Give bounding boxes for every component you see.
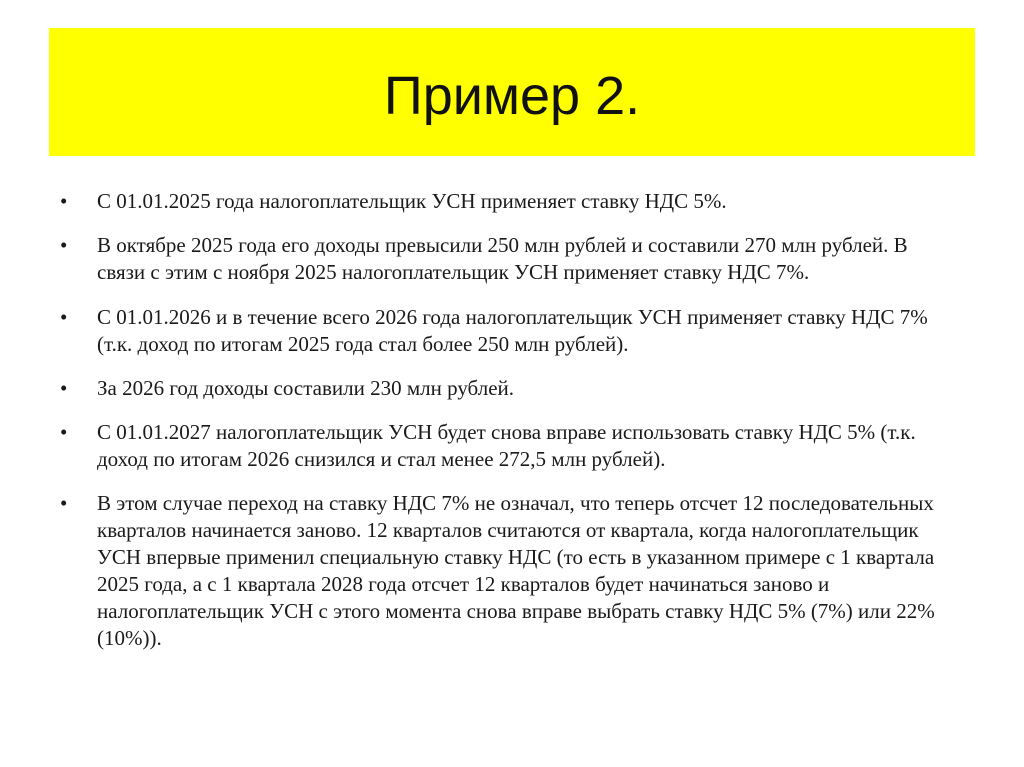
slide-title: Пример 2. [383,66,641,126]
bullet-icon: • [60,189,68,213]
bullet-icon: • [60,376,68,400]
bullet-list [60,188,950,669]
bullet-icon: • [60,491,68,515]
bullet-item [60,304,950,358]
bullet-icon: • [60,420,68,444]
bullet-item [60,419,950,473]
bullet-item [60,490,950,652]
bullet-text: В этом случае переход на ставку НДС 7% не означал, что теперь отсчет 12 последовательных кварталов начинается заново. 12 кварталов считаются от квартала, когда налогоплательщик УСН впервые применил специальную ставку НДС (то есть в указанном примере с 1 квартала 2025 года, а с 1 квартала 2028 года отсчет 12 кварталов будет начинаться заново и налогоплательщик УСН с этого момента снова вправе выбрать ставку НДС 5% (7%) или 22% (10%)). [97,491,935,650]
bullet-item [60,232,950,286]
bullet-text: С 01.01.2025 года налогоплательщик УСН применяет ставку НДС 5%. [97,189,727,213]
bullet-text: С 01.01.2026 и в течение всего 2026 года налогоплательщик УСН применяет ставку НДС 7% (т.к. доход по итогам 2025 года стал более 250 млн рублей). [97,305,928,356]
bullet-item [60,188,950,215]
bullet-icon: • [60,305,68,329]
bullet-text: За 2026 год доходы составили 230 млн рублей. [97,376,515,400]
bullet-icon: • [60,233,68,257]
bullet-text: В октябре 2025 года его доходы превысили 250 млн рублей и составили 270 млн рублей. В связи с этим с ноября 2025 налогоплательщик УСН применяет ставку НДС 7%. [97,233,908,284]
bullet-item [60,375,950,402]
title-banner [49,28,975,156]
bullet-text: С 01.01.2027 налогоплательщик УСН будет снова вправе использовать ставку НДС 5% (т.к. доход по итогам 2026 снизился и стал менее 272,5 млн рублей). [97,420,916,471]
